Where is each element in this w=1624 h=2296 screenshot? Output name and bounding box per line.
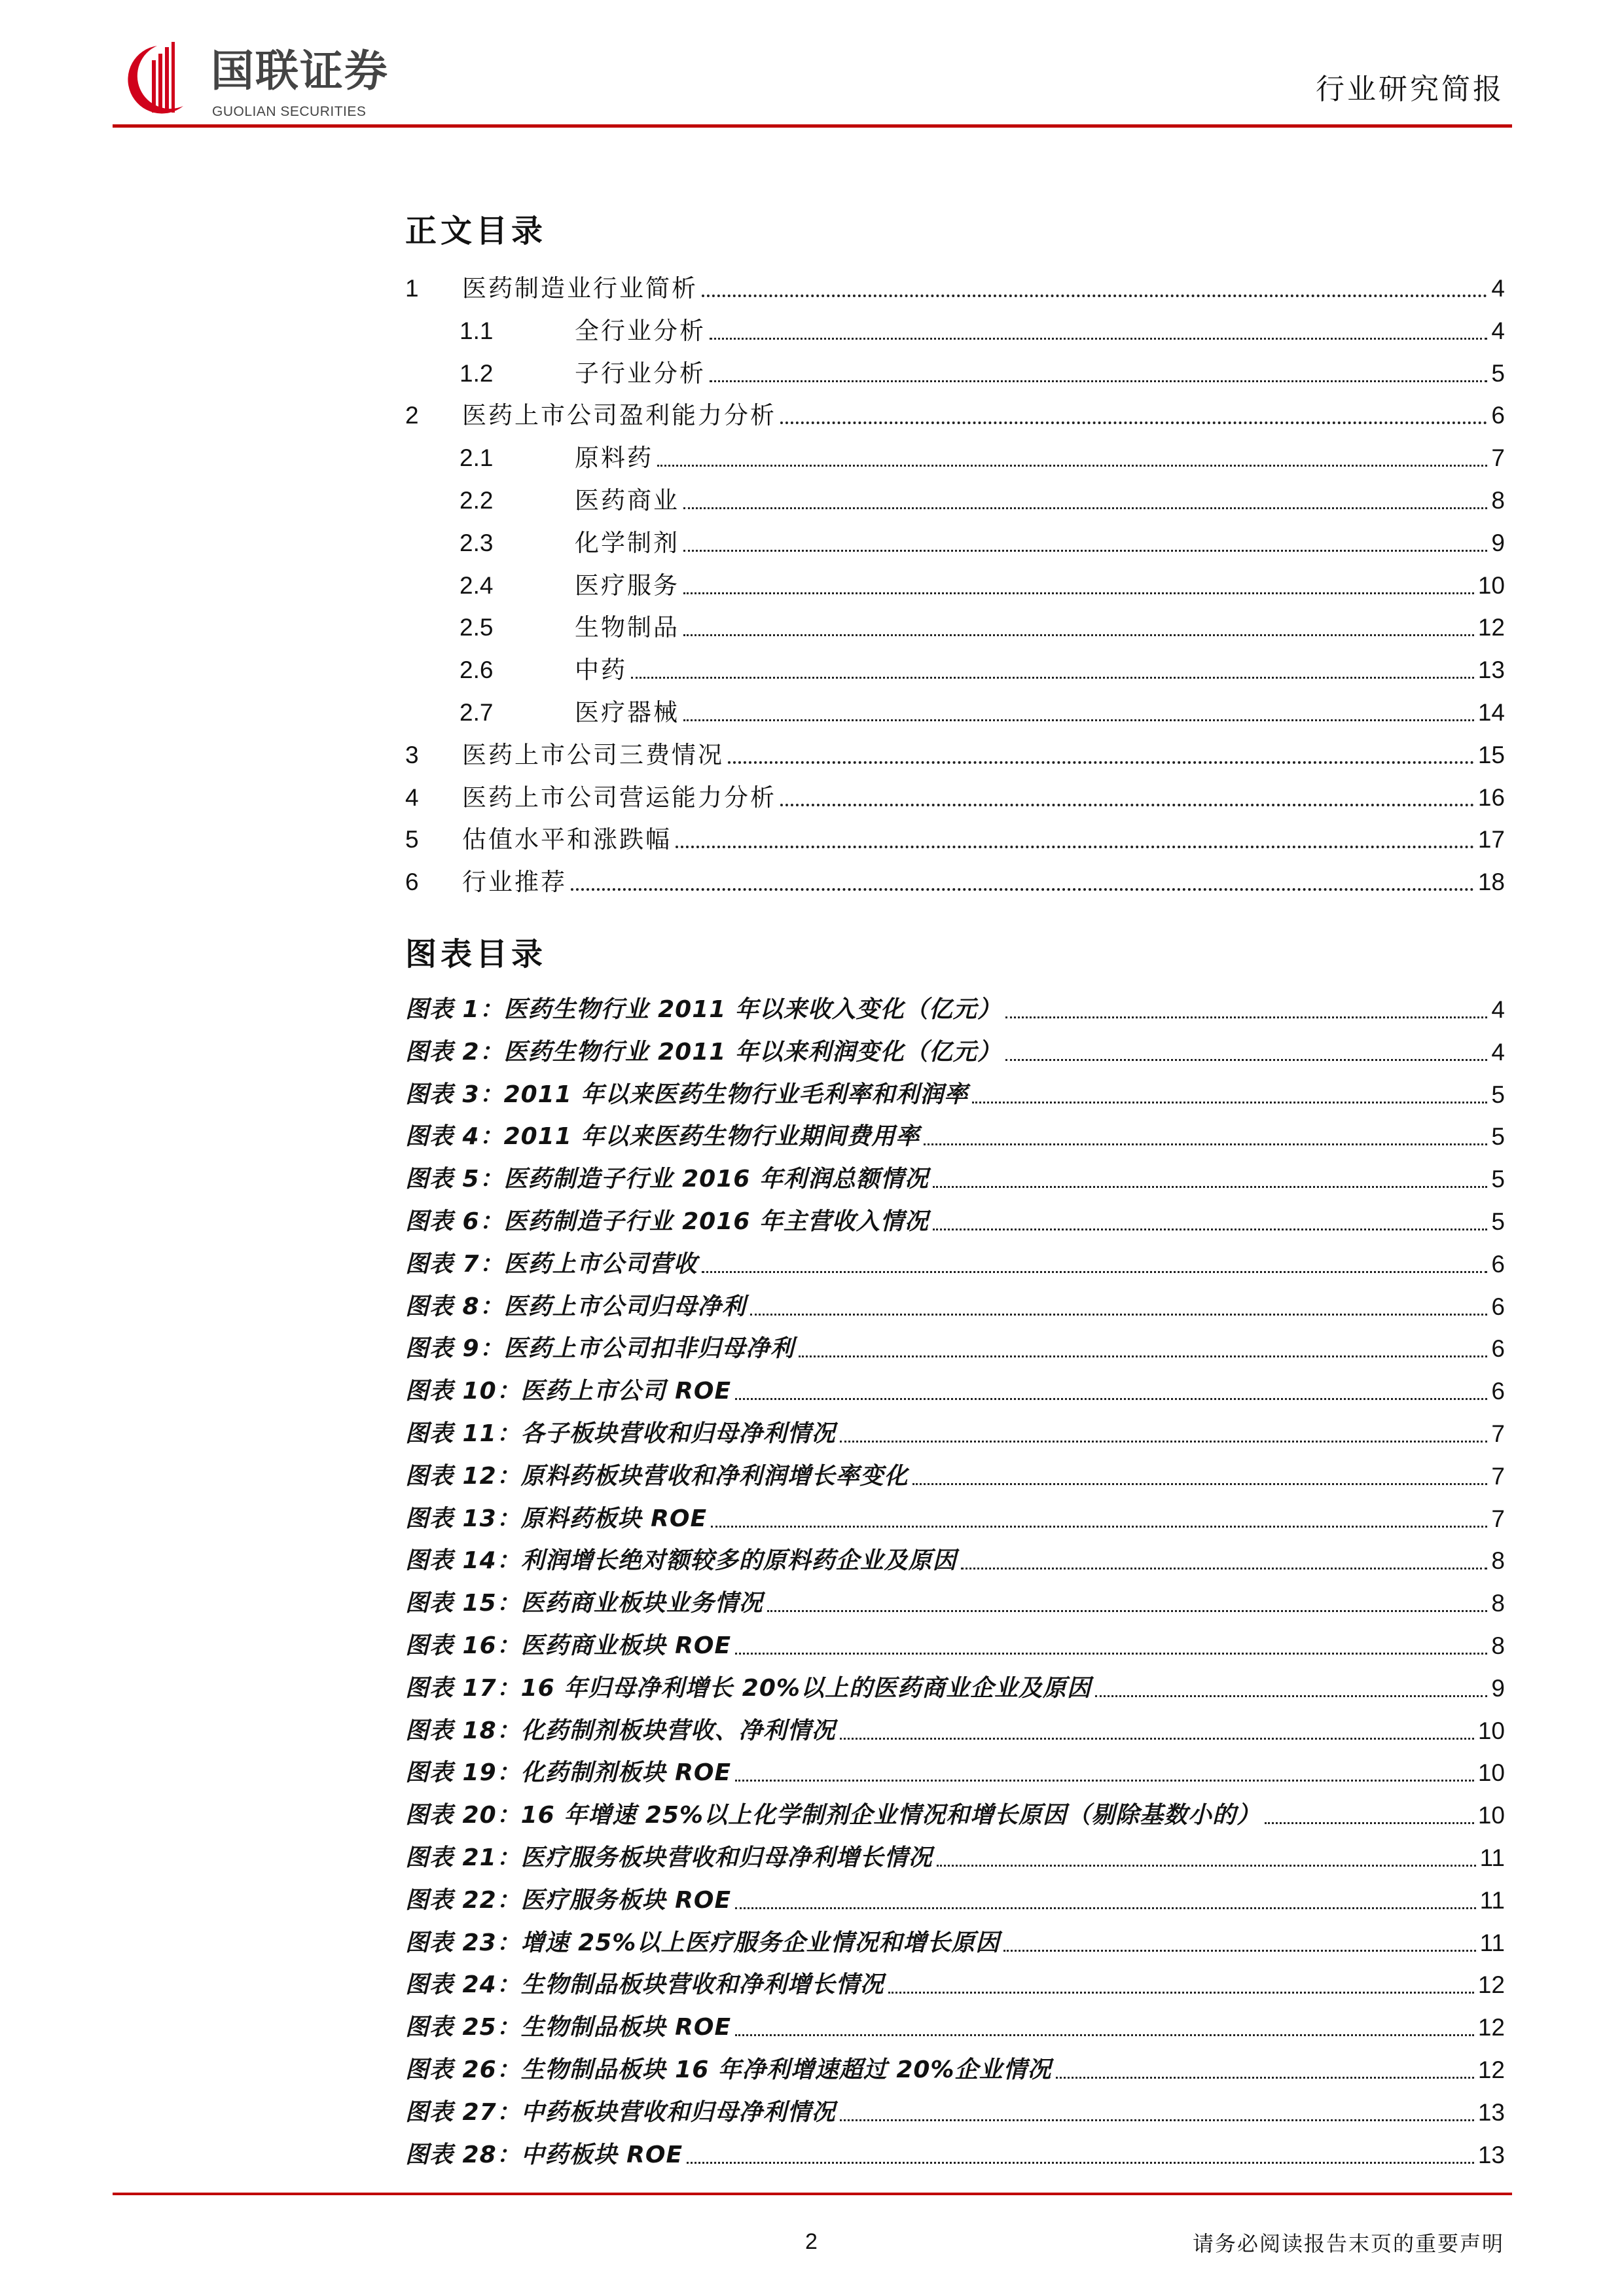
dot-leader	[702, 295, 1487, 297]
figure-item-title: 图表 2：医药生物行业 2011 年以来利润变化（亿元）	[405, 1038, 1001, 1066]
toc-item[interactable]	[405, 315, 1505, 348]
figure-item-page: 11	[1479, 1886, 1505, 1914]
dot-leader	[710, 338, 1487, 340]
figure-item-title: 图表 22：医疗服务板块 ROE	[405, 1886, 732, 1914]
dot-leader	[1005, 1059, 1488, 1061]
toc-item-title: 医药上市公司三费情况	[462, 740, 724, 769]
page-number: 2	[805, 2229, 818, 2254]
figure-item-page: 12	[1477, 2014, 1505, 2041]
dot-leader	[767, 1610, 1488, 1612]
figure-item[interactable]	[405, 2011, 1505, 2044]
figure-item-title: 图表 10：医药上市公司 ROE	[405, 1378, 732, 1405]
dot-leader	[961, 1568, 1488, 1570]
toc-item[interactable]	[405, 781, 1505, 814]
toc-item-title: 中药	[575, 656, 627, 685]
figure-item[interactable]	[405, 2139, 1505, 2172]
dot-leader	[683, 507, 1487, 509]
figure-item-title: 图表 1：医药生物行业 2011 年以来收入变化（亿元）	[405, 996, 1001, 1023]
figure-item-page: 10	[1477, 1759, 1505, 1787]
dot-leader	[676, 846, 1474, 848]
toc-item[interactable]	[405, 527, 1505, 560]
toc-item-page: 8	[1491, 487, 1505, 514]
toc-item-number: 1.1	[460, 317, 494, 344]
figure-item-title: 图表 4：2011 年以来医药生物行业期间费用率	[405, 1123, 920, 1151]
figure-item[interactable]	[405, 1630, 1505, 1662]
figure-item-page: 10	[1477, 1717, 1505, 1744]
header-divider	[113, 124, 1512, 128]
toc-item[interactable]	[405, 569, 1505, 602]
toc-item-number: 6	[405, 869, 419, 896]
toc-item-number: 5	[405, 826, 419, 853]
figure-item[interactable]	[405, 1927, 1505, 1960]
toc-item[interactable]	[405, 823, 1505, 856]
figure-item-page: 8	[1491, 1590, 1505, 1617]
figure-item[interactable]	[405, 1799, 1505, 1832]
dot-leader	[1005, 1016, 1488, 1018]
toc-item-page: 14	[1477, 699, 1505, 726]
figure-item[interactable]	[405, 1757, 1505, 1789]
dot-leader	[683, 592, 1474, 594]
dot-leader	[735, 1780, 1474, 1782]
dot-leader	[1003, 1950, 1475, 1952]
figure-item[interactable]	[405, 1587, 1505, 1620]
figure-item-page: 11	[1479, 1929, 1505, 1956]
toc-item-number: 2.7	[460, 699, 494, 726]
toc-item-page: 13	[1477, 656, 1505, 684]
figure-item[interactable]	[405, 1460, 1505, 1493]
toc-item-title: 估值水平和涨跌幅	[462, 825, 672, 854]
figure-item-page: 5	[1491, 1166, 1505, 1193]
figure-item-title: 图表 9：医药上市公司扣非归母净利	[405, 1335, 795, 1363]
figure-item-title: 图表 14：利润增长绝对额较多的原料药企业及原因	[405, 1547, 957, 1575]
figure-item-title: 图表 18：化药制剂板块营收、净利情况	[405, 1717, 836, 1744]
toc-item[interactable]	[405, 696, 1505, 729]
figure-item-page: 13	[1477, 2098, 1505, 2126]
figure-item[interactable]	[405, 1969, 1505, 2001]
toc-item-title: 医疗服务	[575, 571, 679, 600]
dot-leader	[840, 2119, 1474, 2121]
figure-item-title: 图表 25：生物制品板块 ROE	[405, 2014, 732, 2041]
figure-item[interactable]	[405, 2054, 1505, 2087]
toc-item[interactable]	[405, 272, 1505, 305]
toc-item-number: 1.2	[460, 359, 494, 387]
figure-item-title: 图表 6：医药制造子行业 2016 年主营收入情况	[405, 1208, 929, 1235]
figure-item[interactable]	[405, 1121, 1505, 1153]
dot-leader	[571, 888, 1474, 891]
dot-leader	[710, 380, 1487, 382]
figure-item-page: 6	[1491, 1335, 1505, 1363]
logo-mark-icon	[118, 41, 190, 119]
toc-item-page: 17	[1477, 826, 1505, 853]
figure-item-page: 7	[1491, 1505, 1505, 1532]
toc-item[interactable]	[405, 442, 1505, 475]
toc-item-number: 2.5	[460, 614, 494, 641]
toc-item-title: 原料药	[575, 444, 653, 473]
toc-item-page: 9	[1491, 529, 1505, 556]
toc-item[interactable]	[405, 357, 1505, 390]
toc-item-title: 化学制剂	[575, 528, 679, 557]
figure-item-title: 图表 23：增速 25%以上医疗服务企业情况和增长原因	[405, 1929, 1000, 1956]
toc-item-title: 全行业分析	[575, 316, 706, 345]
dot-leader	[683, 719, 1474, 721]
dot-leader	[750, 1314, 1488, 1316]
figure-item[interactable]	[405, 1884, 1505, 1917]
toc-item-page: 15	[1477, 741, 1505, 768]
dot-leader	[912, 1483, 1488, 1485]
dot-leader	[657, 465, 1487, 467]
document-type: 行业研究简报	[1316, 73, 1504, 106]
figure-item-page: 6	[1491, 1293, 1505, 1320]
figure-item-page: 9	[1491, 1674, 1505, 1702]
figure-item-page: 4	[1491, 996, 1505, 1023]
toc-item-title: 医药商业	[575, 486, 679, 514]
figure-item[interactable]	[405, 1842, 1505, 1874]
figure-item-title: 图表 3：2011 年以来医药生物行业毛利率和利润率	[405, 1081, 969, 1108]
dot-leader	[631, 677, 1474, 679]
footer-disclaimer: 请务必阅读报告末页的重要声明	[1192, 2231, 1504, 2256]
dot-leader	[735, 2034, 1474, 2036]
toc-item-title: 医疗器械	[575, 698, 679, 726]
figure-item[interactable]	[405, 1418, 1505, 1450]
dot-leader	[735, 1907, 1475, 1909]
toc-item-page: 7	[1491, 444, 1505, 472]
toc-item-page: 6	[1491, 402, 1505, 429]
figure-item-page: 6	[1491, 1378, 1505, 1405]
toc-item-page: 12	[1477, 614, 1505, 641]
figure-item-title: 图表 27：中药板块营收和归母净利情况	[405, 2098, 836, 2126]
dot-leader	[711, 1526, 1487, 1528]
figure-item[interactable]	[405, 1036, 1505, 1069]
figure-item[interactable]	[405, 1503, 1505, 1535]
footer-divider	[113, 2193, 1512, 2195]
figure-item-title: 图表 7：医药上市公司营收	[405, 1250, 698, 1278]
figure-item-title: 图表 19：化药制剂板块 ROE	[405, 1759, 732, 1787]
figure-item[interactable]	[405, 1375, 1505, 1408]
figure-item-page: 7	[1491, 1462, 1505, 1490]
figure-item-page: 7	[1491, 1420, 1505, 1447]
figure-item-page: 8	[1491, 1632, 1505, 1659]
toc-item-number: 2.4	[460, 571, 494, 599]
toc-item-number: 2	[405, 402, 419, 429]
dot-leader	[799, 1355, 1488, 1357]
figure-item-title: 图表 15：医药商业板块业务情况	[405, 1590, 763, 1617]
figure-item[interactable]	[405, 1163, 1505, 1196]
figure-item-title: 图表 8：医药上市公司归母净利	[405, 1293, 746, 1320]
figure-item-title: 图表 17：16 年归母净利增长 20%以上的医药商业企业及原因	[405, 1674, 1091, 1702]
toc-item-title: 医药上市公司营运能力分析	[462, 783, 776, 812]
dot-leader	[1095, 1695, 1487, 1697]
figure-item[interactable]	[405, 1545, 1505, 1577]
figure-item-page: 13	[1477, 2141, 1505, 2168]
toc-item-number: 1	[405, 275, 419, 302]
toc-item[interactable]	[405, 484, 1505, 517]
toc-item-page: 4	[1491, 275, 1505, 302]
toc-item-title: 子行业分析	[575, 359, 706, 387]
dot-leader	[735, 1653, 1487, 1655]
figure-item-title: 图表 16：医药商业板块 ROE	[405, 1632, 732, 1659]
figure-item-title: 图表 13：原料药板块 ROE	[405, 1505, 708, 1532]
figure-item[interactable]	[405, 1206, 1505, 1238]
dot-leader	[924, 1143, 1487, 1145]
dot-leader	[1056, 2077, 1474, 2079]
toc-item-page: 16	[1477, 783, 1505, 811]
dot-leader	[728, 761, 1474, 764]
figure-item-title: 图表 11：各子板块营收和归母净利情况	[405, 1420, 836, 1447]
dot-leader	[702, 1271, 1488, 1273]
dot-leader	[937, 1865, 1476, 1867]
figure-item-title: 图表 20：16 年增速 25%以上化学制剂企业情况和增长原因（剔除基数小的）	[405, 1802, 1261, 1829]
figure-item-page: 5	[1491, 1123, 1505, 1151]
figure-item[interactable]	[405, 1672, 1505, 1705]
dot-leader	[972, 1102, 1487, 1103]
dot-leader	[735, 1398, 1487, 1400]
toc-item-title: 医药制造业行业简析	[462, 274, 698, 302]
toc-item-number: 2.6	[460, 656, 494, 684]
figure-item-title: 图表 5：医药制造子行业 2016 年利润总额情况	[405, 1166, 929, 1193]
dot-leader	[933, 1229, 1488, 1230]
dot-leader	[780, 804, 1474, 806]
toc-item-page: 4	[1491, 317, 1505, 344]
toc-item[interactable]	[405, 739, 1505, 772]
company-logo	[118, 41, 406, 126]
toc-item-number: 2.3	[460, 529, 494, 556]
figure-item-page: 5	[1491, 1208, 1505, 1235]
figure-item-page: 12	[1477, 1971, 1505, 1999]
figure-item[interactable]	[405, 1248, 1505, 1281]
toc-item-number: 2.2	[460, 487, 494, 514]
figure-item-page: 12	[1477, 2056, 1505, 2083]
figure-item-page: 10	[1477, 1802, 1505, 1829]
toc-item[interactable]	[405, 611, 1505, 644]
figure-item-title: 图表 26：生物制品板块 16 年净利增速超过 20%企业情况	[405, 2056, 1052, 2083]
figure-item[interactable]	[405, 1291, 1505, 1323]
dot-leader	[933, 1186, 1488, 1188]
figure-item-title: 图表 21：医疗服务板块营收和归母净利增长情况	[405, 1844, 933, 1871]
figure-item[interactable]	[405, 1079, 1505, 1111]
toc-item[interactable]	[405, 654, 1505, 687]
figure-item[interactable]	[405, 994, 1505, 1026]
dot-leader	[687, 2162, 1474, 2164]
toc-item-page: 18	[1477, 869, 1505, 896]
dot-leader	[840, 1441, 1488, 1443]
figure-item-page: 11	[1479, 1844, 1505, 1871]
figures-heading: 图表目录	[405, 936, 547, 973]
dot-leader	[888, 1992, 1474, 1994]
logo-english-name: GUOLIAN SECURITIES	[212, 104, 367, 119]
figure-item[interactable]	[405, 1715, 1505, 1748]
dot-leader	[780, 422, 1487, 424]
figure-item-title: 图表 28：中药板块 ROE	[405, 2141, 683, 2168]
figure-item[interactable]	[405, 1333, 1505, 1365]
toc-item-title: 医药上市公司盈利能力分析	[462, 401, 776, 430]
toc-item-page: 5	[1491, 359, 1505, 387]
toc-item-title: 行业推荐	[462, 868, 567, 897]
toc-item-number: 4	[405, 783, 419, 811]
dot-leader	[840, 1738, 1474, 1740]
dot-leader	[1265, 1822, 1474, 1824]
figure-item-page: 6	[1491, 1250, 1505, 1278]
figure-item[interactable]	[405, 2096, 1505, 2129]
dot-leader	[683, 634, 1474, 636]
toc-item[interactable]	[405, 866, 1505, 899]
toc-item[interactable]	[405, 399, 1505, 432]
toc-heading: 正文目录	[405, 213, 547, 249]
figure-item-page: 8	[1491, 1547, 1505, 1575]
figure-item-title: 图表 24：生物制品板块营收和净利增长情况	[405, 1971, 884, 1999]
figure-item-title: 图表 12：原料药板块营收和净利润增长率变化	[405, 1462, 909, 1490]
toc-item-number: 2.1	[460, 444, 494, 472]
figure-item-page: 5	[1491, 1081, 1505, 1108]
logo-chinese-name: 国联证券	[211, 46, 389, 96]
dot-leader	[683, 550, 1487, 552]
toc-item-page: 10	[1477, 571, 1505, 599]
toc-item-title: 生物制品	[575, 613, 679, 642]
toc-item-number: 3	[405, 741, 419, 768]
figure-item-page: 4	[1491, 1038, 1505, 1066]
